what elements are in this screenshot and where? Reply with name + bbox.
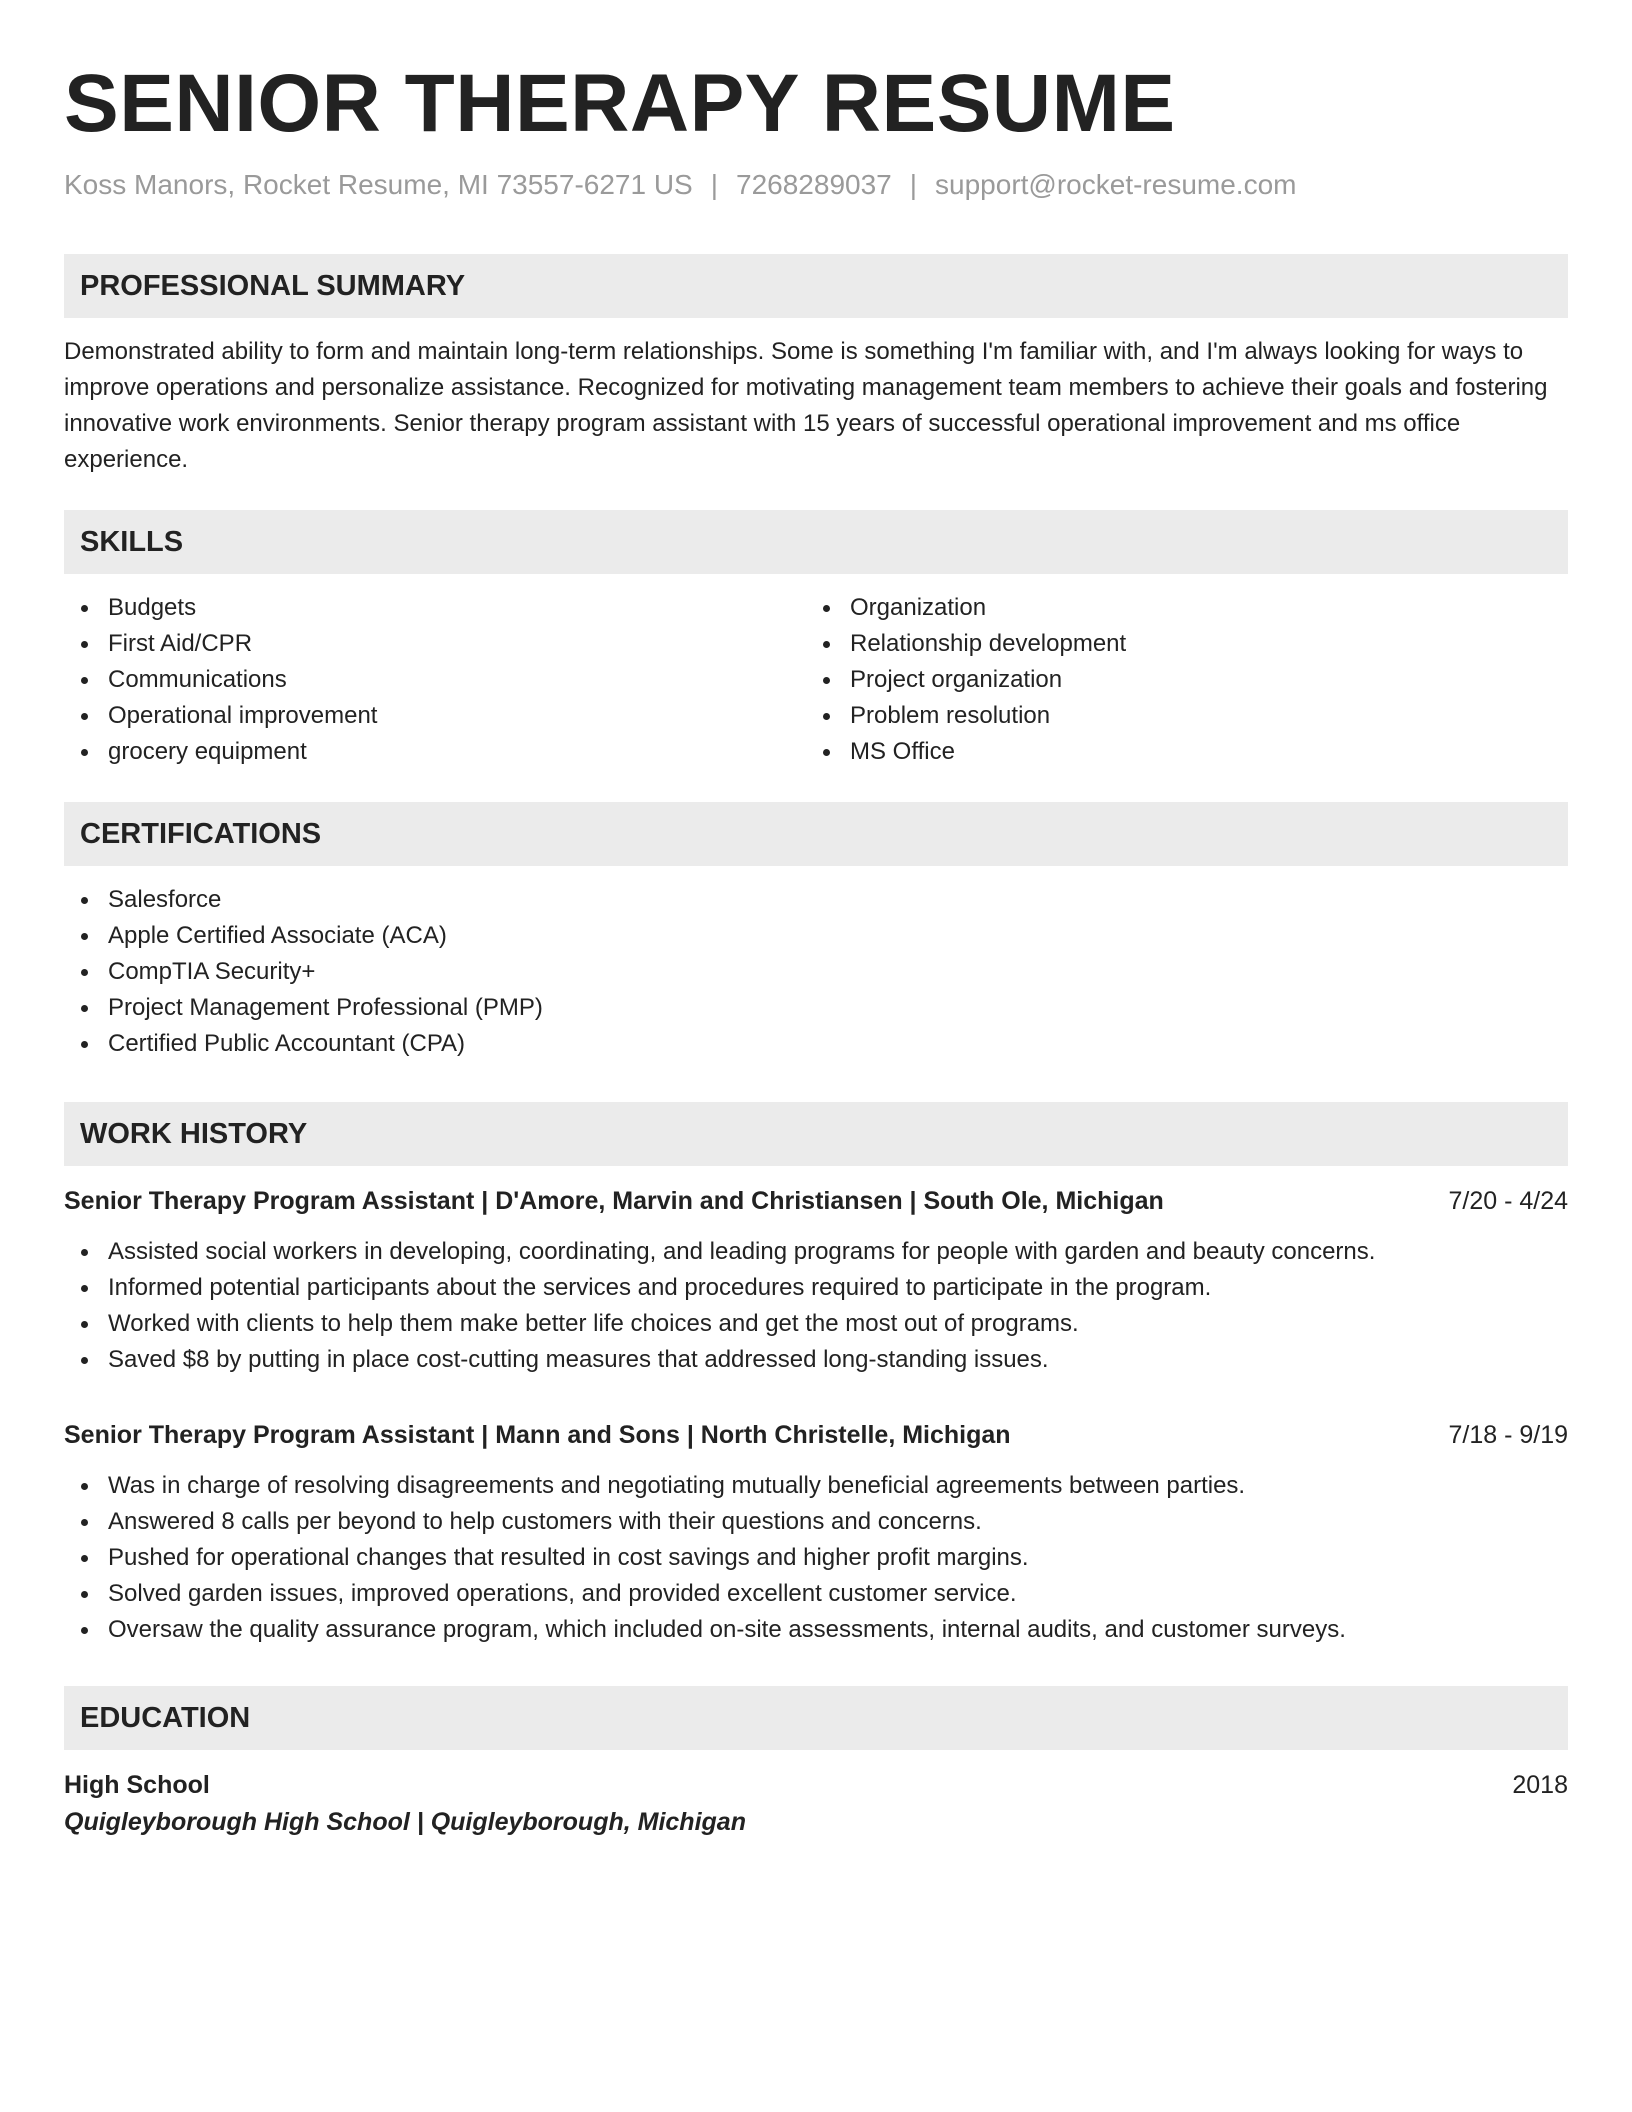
skill-item: MS Office (806, 734, 1548, 770)
contact-line (64, 168, 1568, 202)
certification-item: Apple Certified Associate (ACA) (64, 918, 1568, 954)
job-dates: 7/20 - 4/24 (1448, 1187, 1568, 1215)
education-degree: High School (64, 1771, 210, 1799)
skill-item: Budgets (64, 590, 806, 626)
job-title: Senior Therapy Program Assistant | Mann and Sons | North Christelle, Michigan (64, 1421, 1011, 1449)
job-bullet: Informed potential participants about the services and procedures required to participate in the program. (64, 1270, 1568, 1306)
certification-item: Salesforce (64, 882, 1568, 918)
section-heading-certifications: CERTIFICATIONS (64, 802, 1568, 866)
job-bullet: Answered 8 calls per beyond to help customers with their questions and concerns. (64, 1504, 1568, 1540)
education-year: 2018 (1512, 1771, 1568, 1799)
contact-separator: | (909, 169, 918, 200)
job-bullets (64, 1234, 1568, 1378)
job-bullet: Pushed for operational changes that resulted in cost savings and higher profit margins. (64, 1540, 1568, 1576)
contact-phone: 7268289037 (736, 169, 892, 200)
job-header (64, 1184, 1568, 1218)
contact-email: support@rocket-resume.com (935, 169, 1297, 200)
certifications-list (64, 882, 1568, 1062)
job-bullet: Was in charge of resolving disagreements and negotiating mutually beneficial agreements between parties. (64, 1468, 1568, 1504)
job-entry (64, 1418, 1568, 1648)
job-entry (64, 1184, 1568, 1378)
contact-separator: | (710, 169, 719, 200)
section-heading-skills: SKILLS (64, 510, 1568, 574)
certification-item: CompTIA Security+ (64, 954, 1568, 990)
skill-item: Communications (64, 662, 806, 698)
job-bullet: Worked with clients to help them make better life choices and get the most out of programs. (64, 1306, 1568, 1342)
section-heading-summary: PROFESSIONAL SUMMARY (64, 254, 1568, 318)
job-bullet: Oversaw the quality assurance program, which included on-site assessments, internal audits, and customer surveys. (64, 1612, 1568, 1648)
contact-address: Koss Manors, Rocket Resume, MI 73557-6271 US (64, 169, 693, 200)
job-header (64, 1418, 1568, 1452)
section-heading-work-history: WORK HISTORY (64, 1102, 1568, 1166)
skills-grid (64, 590, 1568, 770)
certification-item: Project Management Professional (PMP) (64, 990, 1568, 1026)
skills-column-right (806, 590, 1548, 770)
skill-item: First Aid/CPR (64, 626, 806, 662)
job-bullet: Assisted social workers in developing, coordinating, and leading programs for people with garden and beauty concerns. (64, 1234, 1568, 1270)
job-bullets (64, 1468, 1568, 1648)
skill-item: Problem resolution (806, 698, 1548, 734)
skills-column-left (64, 590, 806, 770)
education-header (64, 1768, 1568, 1802)
summary-text: Demonstrated ability to form and maintain long-term relationships. Some is something I'm familiar with, and I'm always looking for ways to improve operations and personalize assistance. Recognized for motivating management team members to achieve their goals and fostering innovative work environments. Senior therapy program assistant with 15 years of successful operational improvement and ms office experience. (64, 338, 1548, 473)
skill-item: Organization (806, 590, 1548, 626)
job-bullet: Solved garden issues, improved operations, and provided excellent customer service. (64, 1576, 1568, 1612)
resume-title: SENIOR THERAPY RESUME (64, 58, 1176, 149)
skill-item: Relationship development (806, 626, 1548, 662)
certification-item: Certified Public Accountant (CPA) (64, 1026, 1568, 1062)
skill-item: grocery equipment (64, 734, 806, 770)
skill-item: Operational improvement (64, 698, 806, 734)
job-dates: 7/18 - 9/19 (1448, 1421, 1568, 1449)
education-entry (64, 1768, 1568, 1838)
education-school: Quigleyborough High School | Quigleyborough, Michigan (64, 1808, 746, 1836)
job-title: Senior Therapy Program Assistant | D'Amore, Marvin and Christiansen | South Ole, Michigan (64, 1187, 1164, 1215)
job-bullet: Saved $8 by putting in place cost-cutting measures that addressed long-standing issues. (64, 1342, 1568, 1378)
section-heading-education: EDUCATION (64, 1686, 1568, 1750)
skill-item: Project organization (806, 662, 1548, 698)
resume-page (64, 0, 1568, 1838)
